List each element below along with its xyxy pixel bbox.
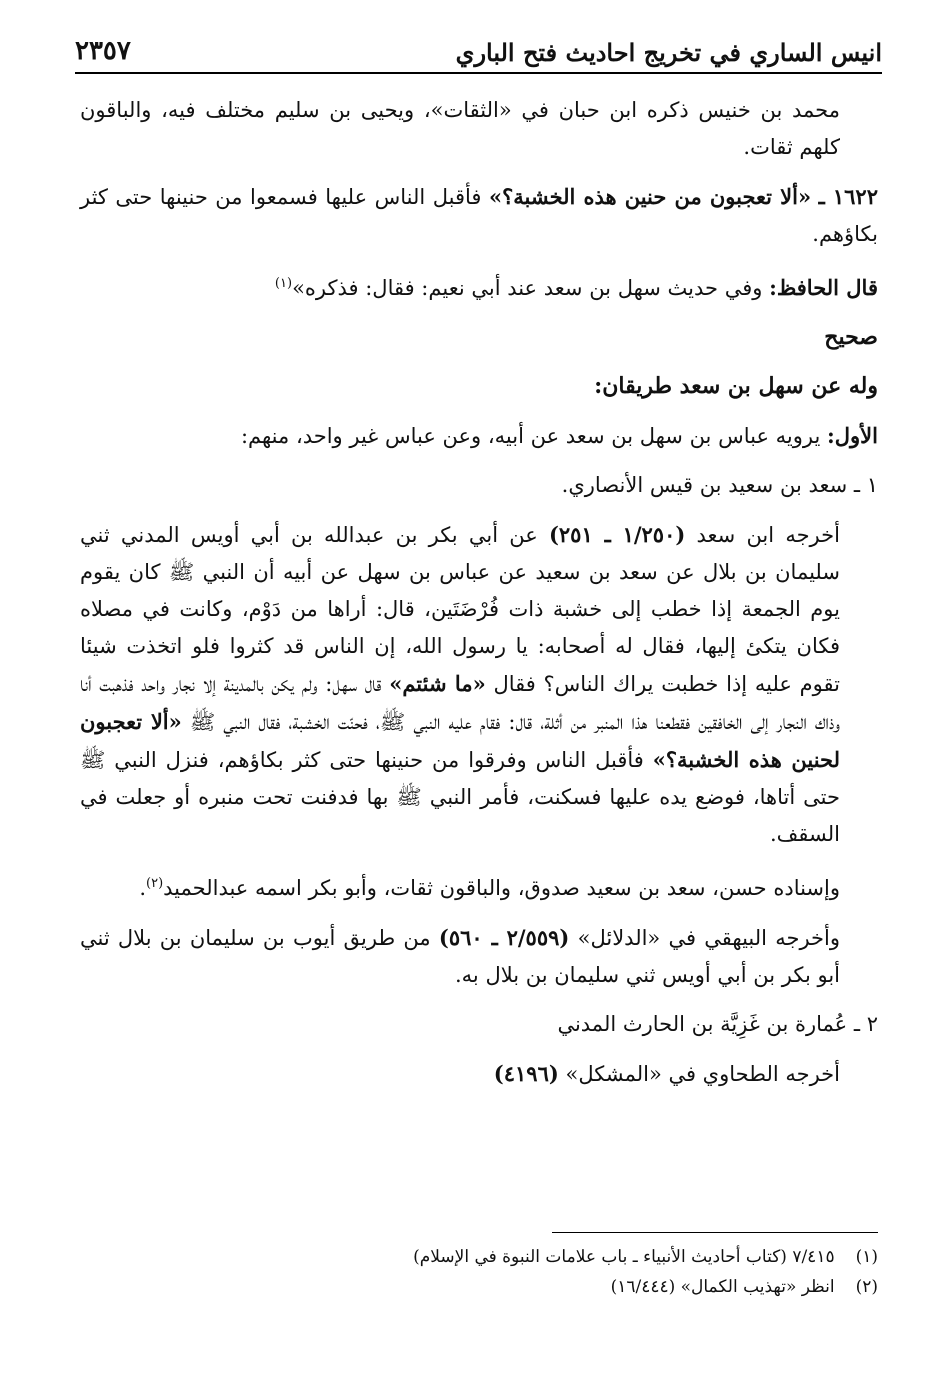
hadith-number: ١٦٢٢ ـ [818, 184, 878, 209]
narrator-item-2: ٢ ـ عُمارة بن غَزِيَّة بن الحارث المدني [557, 1012, 878, 1036]
narrator-item-1: ١ ـ سعد بن سعيد بن قيس الأنصاري. [561, 473, 878, 497]
book-title: انيس الساري في تخريج احاديث فتح الباري [455, 38, 882, 67]
takhrij-text: أخرجه ابن سعد [696, 523, 840, 547]
takhrij-text: قال سهل: ولم يكن بالمدينة إلا نجار واحد فذهبت أنا وذاك النجار إلى الخافقين فقطعنا هذا المنبر من أثلة، قال: فقام عليه النبي ﷺ، فحنّت الخشبة، فقال النبي ﷺ [80, 672, 841, 734]
bayhaqi-text: من طريق أيوب بن سليمان بن بلال ثني أبو بكر بن أبي أويس ثني سليمان بن بلال به. [80, 926, 840, 987]
footnote-2 [80, 1272, 878, 1302]
hafiz-text: وفي حديث سهل بن سعد عند أبي نعيم: فقال: فذكره» [292, 276, 763, 300]
footnote-1 [80, 1242, 878, 1272]
paths-heading: وله عن سهل بن سعد طريقان: [594, 373, 878, 399]
footnote-text: انظر «تهذيب الكمال» (١٦/٤٤٤) [610, 1277, 835, 1297]
paragraph-narrators: محمد بن خنيس ذكره ابن حبان في «الثقات»، ويحيى بن سليم مختلف فيه، والباقون كلهم ثقات. [80, 98, 840, 159]
hadith-quote: «ألا تعجبون من حنين هذه الخشبة؟» [488, 184, 812, 209]
footnote-ref-1: (١) [274, 276, 293, 291]
paragraph-bayhaqi [80, 919, 878, 994]
bayhaqi-reference: (٢/٥٥٩ ـ ٥٦٠) [438, 925, 570, 950]
main-text [80, 92, 878, 1105]
hafiz-statement [80, 265, 878, 307]
hadith-entry [80, 178, 878, 253]
header-divider [75, 72, 882, 74]
page-number: ٢٣٥٧ [75, 36, 131, 66]
footnote-ref-2: (٢) [146, 876, 164, 891]
bayhaqi-text: وأخرجه البيهقي في «الدلائل» [577, 926, 841, 950]
first-text: يرويه عباس بن سهل بن سعد عن أبيه، وعن عباس غير واحد، منهم: [240, 424, 821, 448]
first-label: الأول: [827, 423, 878, 448]
footnote-mark: (٢) [855, 1277, 878, 1297]
paragraph-isnad: وإسناده حسن، سعد بن سعيد صدوق، والباقون ثقات، وأبو بكر اسمه عبدالحميد$^{(٢)}$. [139, 876, 840, 900]
tahawi-text: أخرجه الطحاوي في «المشكل» [565, 1062, 840, 1086]
footnote-mark: (١) [855, 1247, 878, 1267]
paragraph-ibn-saad [80, 516, 878, 853]
grade-heading: صحيح [824, 324, 878, 350]
takhrij-reference: (١/٢٥٠ ـ ٢٥١) [548, 522, 686, 547]
hadith-text: فأقبل الناس عليها فسمعوا من حنينها حتى كثر بكاؤهم. [80, 185, 878, 246]
footnotes [80, 1242, 878, 1302]
first-path [80, 417, 878, 455]
takhrij-text: فأقبل الناس وفرقوا من حنينها حتى كثر بكاؤهم، فنزل النبي ﷺ حتى أتاها، فوضع يده عليها فسكنت، فأمر النبي ﷺ بها فدفنت تحت منبره أو جعلت في السقف. [80, 748, 840, 846]
takhrij-text: عن أبي بكر بن عبدالله بن أبي أويس المدني ثني سليمان بن بلال عن سعد بن سعيد عن عباس بن سهل عن أبيه أن النبي ﷺ كان يقوم يوم الجمعة إذا خطب إلى خشبة ذات فُرْضَتَين، قال: أراها من دَوْم، وكانت في مصلاه فكان يتكئ إليها، فقال له أصحابه: يا رسول الله، إن الناس قد كثروا فلو اتخذت شيئا تقوم عليه إذا خطبت يراك الناس؟ فقال [80, 523, 840, 696]
hafiz-label: قال الحافظ: [769, 275, 878, 300]
footnote-divider [552, 1232, 878, 1233]
running-header [75, 30, 882, 72]
isnad-text: وإسناده حسن، سعد بن سعيد صدوق، والباقون ثقات، وأبو بكر اسمه عبدالحميد [163, 876, 840, 900]
takhrij-quote: «ألا تعجبون لحنين هذه الخشبة؟» [80, 709, 840, 772]
takhrij-quote: «ما شئتم» [389, 671, 486, 696]
footnote-text: ٧/٤١٥ (كتاب أحاديث الأنبياء ـ باب علامات النبوة في الإسلام) [413, 1247, 835, 1267]
paragraph-tahawi [80, 1055, 878, 1093]
tahawi-reference: (٤١٩٦) [493, 1061, 559, 1086]
